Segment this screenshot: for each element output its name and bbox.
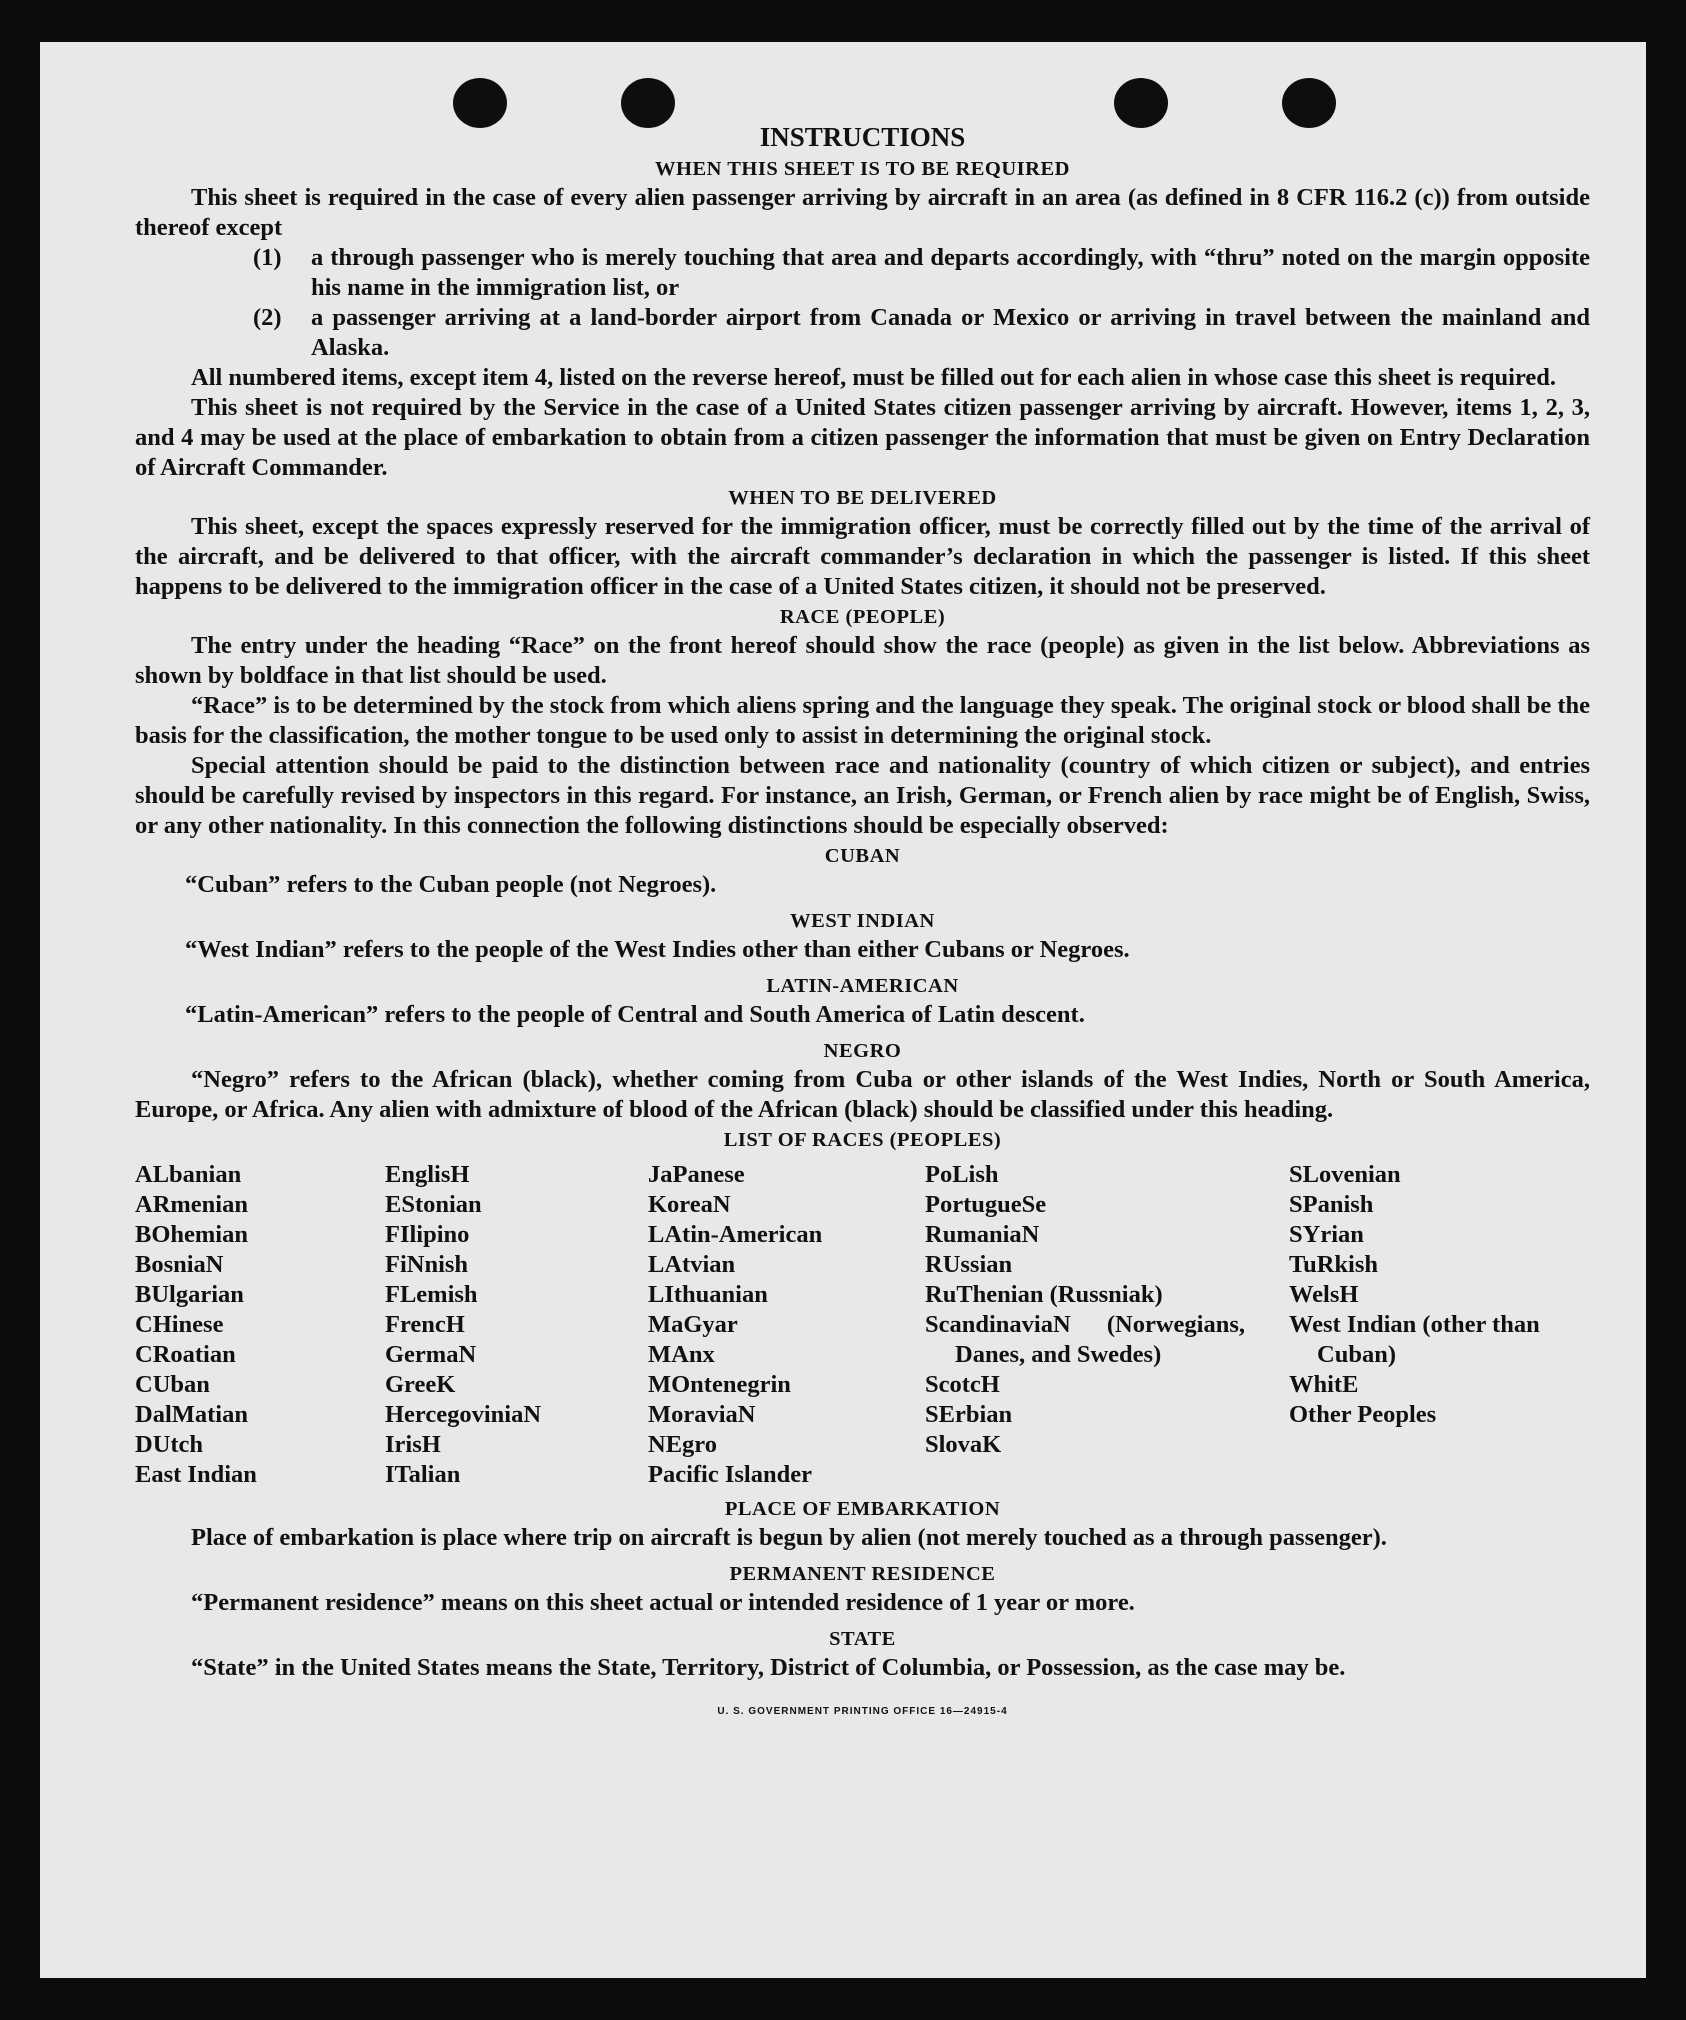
race-item: LIthuanian	[648, 1281, 768, 1308]
section-heading: CUBAN	[824, 845, 901, 867]
race-item: SYrian	[1289, 1221, 1364, 1248]
paragraph: This sheet is not required by the Service in the case of a United States citizen passenger arriving by aircraft. However, items 1, 2, 3, and 4 may be used at the place of embarkation to obtain from a citizen passenger the information that must be given on Entry Declaration of Aircraft Commander.	[135, 394, 1590, 481]
section-heading: PLACE OF EMBARKATION	[724, 1498, 1001, 1520]
race-item: IrisH	[385, 1431, 441, 1458]
paragraph: Place of embarkation is place where trip on aircraft is begun by alien (not merely touched as a through passenger).	[191, 1524, 1387, 1551]
race-item: West Indian (other than Cuban)	[1289, 1311, 1540, 1368]
race-item: DalMatian	[135, 1401, 248, 1428]
race-item: BOhemian	[135, 1221, 248, 1248]
race-item: CUban	[135, 1371, 210, 1398]
race-item: RUssian	[925, 1251, 1013, 1278]
paragraph: This sheet is required in the case of every alien passenger arriving by aircraft in an area (as defined in 8 CFR 116.2 (c)) from outside thereof except	[135, 184, 1590, 241]
race-column	[385, 1160, 648, 1490]
section-heading: RACE (PEOPLE)	[779, 606, 946, 628]
race-item: RumaniaN	[925, 1221, 1040, 1248]
race-item: HercegoviniaN	[385, 1401, 542, 1428]
race-item: FrencH	[385, 1311, 465, 1338]
race-item: GermaN	[385, 1341, 477, 1368]
race-item: LAtin-American	[648, 1221, 823, 1248]
paragraph: “State” in the United States means the State, Territory, District of Columbia, or Possession, as the case may be.	[191, 1654, 1346, 1681]
page-title: INSTRUCTIONS	[759, 122, 966, 152]
race-item: PoLish	[925, 1161, 999, 1188]
race-item: LAtvian	[648, 1251, 736, 1278]
item-number: (1)	[253, 244, 282, 271]
race-column	[1289, 1160, 1549, 1490]
section-heading: WEST INDIAN	[790, 910, 935, 932]
race-item: RuThenian (Russniak)	[925, 1281, 1163, 1308]
race-item: East Indian	[135, 1461, 257, 1488]
paragraph: “Negro” refers to the African (black), whether coming from Cuba or other islands of the West Indies, North or South America, Europe, or Africa. Any alien with admixture of blood of the African (black) should be classified under this heading.	[135, 1066, 1590, 1123]
section-heading: PERMANENT RESIDENCE	[729, 1563, 996, 1585]
section-heading: WHEN TO BE DELIVERED	[728, 487, 997, 509]
paragraph: “Permanent residence” means on this sheet actual or intended residence of 1 year or more.	[191, 1589, 1135, 1616]
race-item: SLovenian	[1289, 1161, 1401, 1188]
race-column	[135, 1160, 385, 1490]
race-item: ScotcH	[925, 1371, 1000, 1398]
race-item: Other Peoples	[1289, 1401, 1437, 1428]
race-item: BUlgarian	[135, 1281, 244, 1308]
race-item: FiNnish	[385, 1251, 469, 1278]
race-item: SPanish	[1289, 1191, 1374, 1218]
paragraph: “Latin-American” refers to the people of Central and South America of Latin descent.	[185, 1001, 1085, 1028]
list-item	[135, 303, 1590, 363]
race-item: MoraviaN	[648, 1401, 756, 1428]
document-sheet	[40, 42, 1646, 1978]
paragraph: All numbered items, except item 4, listed on the reverse hereof, must be filled out for each alien in whose case this sheet is required.	[191, 364, 1557, 391]
race-item: DUtch	[135, 1431, 204, 1458]
item-text: a passenger arriving at a land-border airport from Canada or Mexico or arriving in travel between the mainland and Alaska.	[311, 304, 1590, 361]
race-item: WelsH	[1289, 1281, 1359, 1308]
race-item: MAnx	[648, 1341, 715, 1368]
instructions-content	[135, 120, 1590, 1727]
section-heading: LATIN-AMERICAN	[766, 975, 959, 997]
section-heading: WHEN THIS SHEET IS TO BE REQUIRED	[655, 158, 1070, 180]
race-item: PortugueSe	[925, 1191, 1047, 1218]
race-item: CRoatian	[135, 1341, 236, 1368]
race-item: TuRkish	[1289, 1251, 1379, 1278]
paragraph: “Cuban” refers to the Cuban people (not Negroes).	[185, 871, 717, 898]
race-column	[925, 1160, 1289, 1490]
race-item: WhitE	[1289, 1371, 1359, 1398]
list-item	[135, 243, 1590, 303]
race-item: KoreaN	[648, 1191, 731, 1218]
paragraph: “Race” is to be determined by the stock from which aliens spring and the language they speak. The original stock or blood shall be the basis for the classification, the mother tongue to be used only to assist in determining the original stock.	[135, 692, 1590, 749]
race-item: SErbian	[925, 1401, 1013, 1428]
race-item: SlovaK	[925, 1431, 1002, 1458]
race-item: GreeK	[385, 1371, 456, 1398]
item-number: (2)	[253, 304, 282, 331]
race-item: ARmenian	[135, 1191, 248, 1218]
paragraph: Special attention should be paid to the distinction between race and nationality (country of which citizen or subject), and entries should be carefully revised by inspectors in this regard. For instance, an Irish, German, or French alien by race might be of English, Swiss, or any other nationality. In this connection the following distinctions should be especially observed:	[135, 752, 1590, 839]
printer-imprint: U. S. GOVERNMENT PRINTING OFFICE 16—24915-4	[717, 1706, 1008, 1717]
race-item: NEgro	[648, 1431, 717, 1458]
section-heading: LIST OF RACES (PEOPLES)	[723, 1129, 1002, 1151]
race-item: BosniaN	[135, 1251, 224, 1278]
race-item: FLemish	[385, 1281, 478, 1308]
section-heading: STATE	[829, 1628, 896, 1650]
item-text: a through passenger who is merely touching that area and departs accordingly, with “thru” noted on the margin opposite his name in the immigration list, or	[311, 244, 1590, 301]
race-item: JaPanese	[648, 1161, 745, 1188]
race-item: MOntenegrin	[648, 1371, 791, 1398]
section-heading: NEGRO	[823, 1040, 902, 1062]
race-list	[135, 1160, 1590, 1490]
race-item: ScandinaviaN (Norwegians, Danes, and Swedes)	[925, 1311, 1245, 1368]
race-item: FIlipino	[385, 1221, 470, 1248]
race-column	[648, 1160, 925, 1490]
race-item: ITalian	[385, 1461, 461, 1488]
paragraph: The entry under the heading “Race” on the front hereof should show the race (people) as given in the list below. Abbreviations as shown by boldface in that list should be used.	[135, 632, 1590, 689]
race-item: ALbanian	[135, 1161, 242, 1188]
paragraph: “West Indian” refers to the people of the West Indies other than either Cubans or Negroes.	[185, 936, 1130, 963]
race-item: MaGyar	[648, 1311, 738, 1338]
race-item: EnglisH	[385, 1161, 470, 1188]
race-item: EStonian	[385, 1191, 482, 1218]
paragraph: This sheet, except the spaces expressly reserved for the immigration officer, must be correctly filled out by the time of the arrival of the aircraft, and be delivered to that officer, with the aircraft commander’s declaration in which the passenger is listed. If this sheet happens to be delivered to the immigration officer in the case of a United States citizen, it should not be preserved.	[135, 513, 1590, 600]
race-item: Pacific Islander	[648, 1461, 812, 1488]
race-item: CHinese	[135, 1311, 224, 1338]
